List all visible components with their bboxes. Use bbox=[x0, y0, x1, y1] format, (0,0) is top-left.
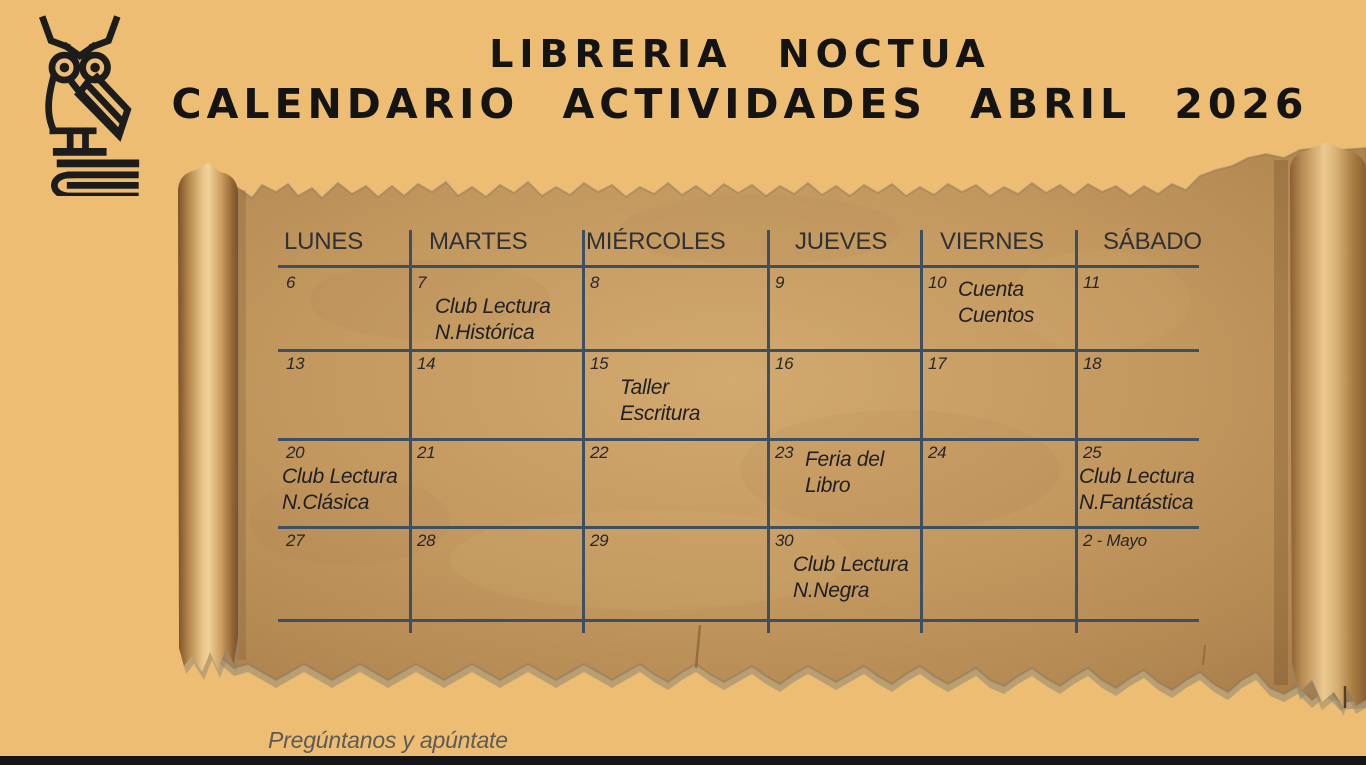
event-line: Club Lectura bbox=[793, 553, 909, 576]
calendar-cell bbox=[767, 268, 920, 349]
date-label: 13 bbox=[286, 354, 305, 373]
event-label bbox=[793, 552, 920, 604]
day-header-jueves: JUEVES bbox=[795, 228, 888, 255]
event-line: Cuenta bbox=[958, 278, 1024, 301]
date-label: 10 bbox=[928, 273, 947, 292]
calendar-cell bbox=[409, 268, 582, 349]
calendar-cell bbox=[582, 268, 767, 349]
date-label: 21 bbox=[417, 443, 436, 462]
day-header-martes: MARTES bbox=[429, 228, 528, 255]
day-header-sabado: SÁBADO bbox=[1103, 228, 1202, 255]
poster-title bbox=[150, 30, 1330, 130]
calendar-header-row bbox=[278, 228, 1202, 265]
calendar-cell bbox=[278, 526, 409, 619]
date-label: 29 bbox=[590, 531, 609, 550]
calendar-cell bbox=[582, 438, 767, 526]
date-label: 8 bbox=[590, 273, 600, 292]
calendar-cell bbox=[767, 349, 920, 438]
calendar-cell bbox=[920, 526, 1075, 619]
event-line: N.Fantástica bbox=[1079, 491, 1194, 514]
calendar-cell bbox=[278, 438, 409, 526]
event-line: Club Lectura bbox=[1079, 465, 1195, 488]
date-label: 17 bbox=[928, 354, 947, 373]
event-line: N.Clásica bbox=[282, 491, 370, 514]
date-label: 25 bbox=[1083, 443, 1102, 462]
date-label: 22 bbox=[590, 443, 609, 462]
event-line: Taller bbox=[620, 376, 669, 399]
calendar-cell bbox=[1075, 438, 1199, 526]
calendar-cell bbox=[1075, 526, 1199, 619]
calendar-cell bbox=[409, 438, 582, 526]
event-line: Club Lectura bbox=[435, 295, 551, 318]
date-label: 27 bbox=[286, 531, 305, 550]
owl-on-books-icon bbox=[28, 10, 143, 196]
calendar-grid bbox=[278, 268, 1199, 619]
title-line-2: CALENDARIO ACTIVIDADES ABRIL 2026 bbox=[171, 80, 1309, 128]
date-label: 11 bbox=[1083, 273, 1101, 292]
event-line: Escritura bbox=[620, 402, 701, 425]
calendar-cell bbox=[582, 349, 767, 438]
day-header-miercoles: MIÉRCOLES bbox=[586, 228, 726, 255]
event-label bbox=[958, 277, 1075, 329]
event-line: N.Negra bbox=[793, 579, 870, 602]
calendar-cell bbox=[767, 438, 920, 526]
title-line-1: LIBRERIA NOCTUA bbox=[489, 32, 991, 76]
calendar-cell bbox=[920, 349, 1075, 438]
grid-hline bbox=[278, 619, 1199, 622]
calendar-cell bbox=[278, 349, 409, 438]
event-line: Cuentos bbox=[958, 304, 1035, 327]
date-label: 6 bbox=[286, 273, 296, 292]
event-label bbox=[620, 375, 767, 427]
calendar-cell bbox=[920, 268, 1075, 349]
date-label: 16 bbox=[775, 354, 794, 373]
calendar-cell bbox=[767, 526, 920, 619]
event-line: N.Histórica bbox=[435, 321, 535, 344]
event-line: Feria del bbox=[805, 448, 885, 471]
date-label: 23 bbox=[775, 443, 794, 462]
calendar-cell bbox=[409, 349, 582, 438]
date-label: 7 bbox=[417, 273, 427, 292]
calendar-cell bbox=[1075, 268, 1199, 349]
bottom-bar bbox=[0, 756, 1366, 765]
event-label bbox=[282, 464, 409, 516]
event-label bbox=[1079, 464, 1199, 516]
date-label: 28 bbox=[417, 531, 436, 550]
footer-note: Pregúntanos y apúntate bbox=[268, 727, 508, 753]
calendar-cell bbox=[1075, 349, 1199, 438]
date-label: 20 bbox=[286, 443, 305, 462]
event-line: Libro bbox=[805, 474, 851, 497]
day-header-viernes: VIERNES bbox=[940, 228, 1044, 255]
day-header-lunes: LUNES bbox=[284, 228, 364, 255]
date-label: 2 - Mayo bbox=[1083, 531, 1147, 550]
date-label: 24 bbox=[928, 443, 947, 462]
event-line: Club Lectura bbox=[282, 465, 398, 488]
event-label bbox=[805, 447, 920, 499]
date-label: 18 bbox=[1083, 354, 1102, 373]
date-label: 14 bbox=[417, 354, 436, 373]
calendar-cell bbox=[278, 268, 409, 349]
date-label: 15 bbox=[590, 354, 609, 373]
event-label bbox=[435, 294, 582, 346]
calendar-cell bbox=[409, 526, 582, 619]
date-label: 9 bbox=[775, 273, 785, 292]
date-label: 30 bbox=[775, 531, 794, 550]
calendar-cell bbox=[920, 438, 1075, 526]
calendar-cell bbox=[582, 526, 767, 619]
